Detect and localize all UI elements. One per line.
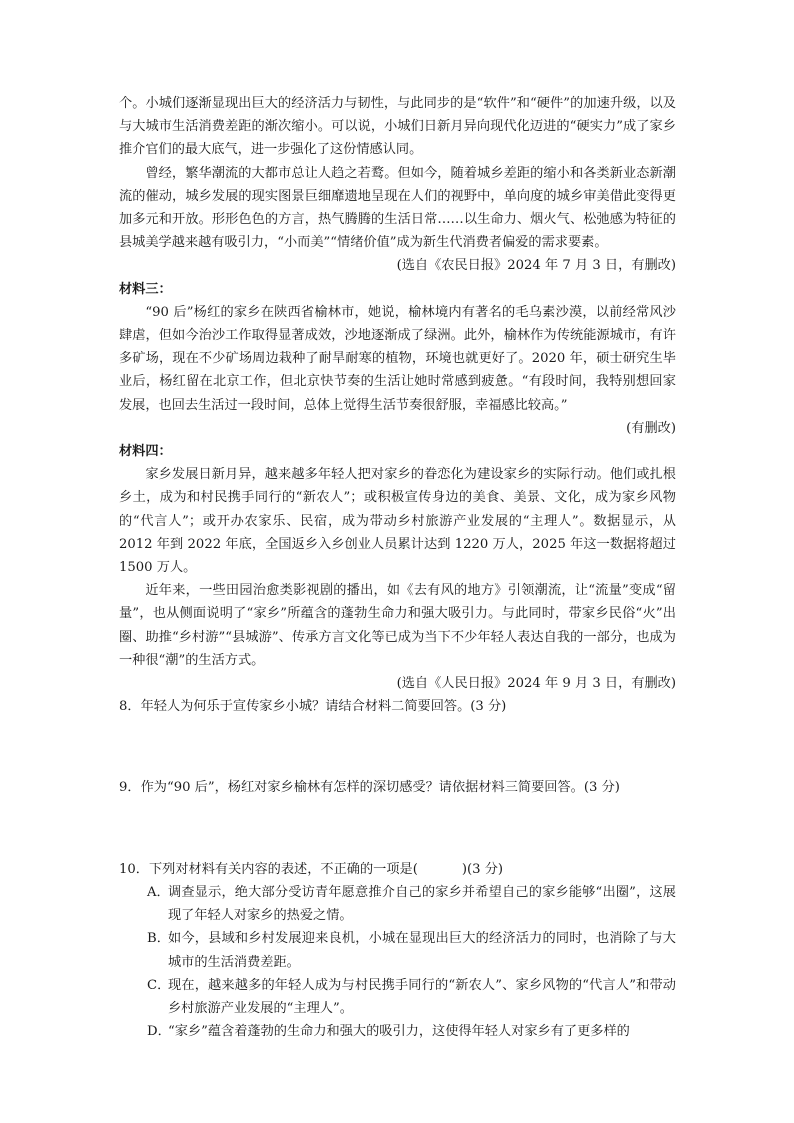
question-9: 9．作为“90 后”，杨红对家乡榆林有怎样的深切感受？请依据材料三简要回答。(3 分) [119, 780, 620, 796]
material3-heading: 材料三： [119, 281, 172, 297]
option-text: 现在，越来越多的年轻人成为与村民携手同行的“新农人”、家乡风物的“代言人”和带动乡村旅游产业发展的“主理人”。 [168, 977, 676, 1016]
question-10 [119, 858, 676, 881]
option-b [147, 927, 676, 973]
answer-space-9 [119, 800, 676, 858]
question-8: 8．年轻人为何乐于宣传家乡小城？请结合材料二简要回答。(3 分) [119, 699, 507, 715]
option-a [147, 881, 676, 927]
option-text: 调查显示，绝大部分受访青年愿意推介自己的家乡并希望自己的家乡能够“出圈”，这展现了年轻人对家乡的热爱之情。 [168, 884, 676, 924]
answer-space-8 [119, 718, 676, 776]
document-page [119, 92, 676, 1043]
option-letter: D． [147, 1024, 171, 1040]
material4-source: (选自《人民日报》2024 年 9 月 3 日，有删改) [396, 676, 676, 692]
question-10-suffix: )(3 分) [461, 861, 504, 877]
option-text: 如今，县域和乡村发展迎来良机，小城在显现出巨大的经济活力的同时，也消除了与大城市的生活消费差距。 [168, 931, 676, 970]
question-10-options [147, 881, 676, 1043]
option-d [147, 1020, 676, 1043]
material2-paragraph-1: 个。小城们逐渐显现出巨大的经济活力与韧性，与此同步的是“软件”和“硬件”的加速升级，以及与大城市生活消费差距的渐次缩小。可以说，小城们日新月异向现代化迈进的“硬实力”成了家乡推介官们的最大底气，进一步强化了这份情感认同。 [119, 96, 676, 158]
option-letter: B． [147, 931, 170, 947]
material3-paragraph-1: “90 后”杨红的家乡在陕西省榆林市，她说，榆林境内有著名的毛乌素沙漠，以前经常风沙肆虐，但如今治沙工作取得显著成效，沙地逐渐成了绿洲。此外，榆林作为传统能源城市，有许多矿场，现在不少矿场周边栽种了耐旱耐寒的植物，环境也就更好了。2020 年，硕士研究生毕业后，杨红留在北京工作，但北京快节奏的生活让她时常感到疲惫。“有段时间，我特别想回家发展，也回去生活过一段时间，总体上觉得生活节奏很舒服，幸福感比较高。” [119, 304, 676, 413]
question-10-prefix: 10．下列对材料有关内容的表述，不正确的一项是( [119, 861, 418, 877]
option-letter: A． [147, 884, 170, 900]
material3-source: (有删改) [626, 420, 676, 436]
option-c [147, 974, 676, 1020]
material4-heading: 材料四： [119, 444, 172, 460]
material4-paragraph-2: 近年来，一些田园治愈类影视剧的播出，如《去有风的地方》引领潮流，让“流量”变成“留量”，也从侧面说明了“家乡”所蕴含的蓬勃生命力和强大吸引力。与此同时，带家乡民俗“火”出圈、助推“乡村游”“县城游”、传承方言文化等已成为当下不少年轻人表达自我的一部分，也成为一种很“潮”的生活方式。 [119, 583, 676, 668]
option-text: “家乡”蕴含着蓬勃的生命力和强大的吸引力，这使得年轻人对家乡有了更多样的 [168, 1024, 630, 1040]
material2-source: (选自《农民日报》2024 年 7 月 3 日，有删改) [396, 258, 676, 274]
option-letter: C． [147, 977, 171, 993]
material4-paragraph-1: 家乡发展日新月异，越来越多年轻人把对家乡的眷恋化为建设家乡的实际行动。他们或扎根乡土，成为和村民携手同行的“新农人”；或积极宣传身边的美食、美景、文化，成为家乡风物的“代言人”；或开办农家乐、民宿，成为带动乡村旅游产业发展的“主理人”。数据显示，从 2012 年到 2022 年底，全国返乡入乡创业人员累计达到 1220 万人，2025 年这一数据将超过 1500 万人。 [119, 467, 676, 576]
material2-paragraph-2: 曾经，繁华潮流的大都市总让人趋之若鹜。但如今，随着城乡差距的缩小和各类新业态新潮流的催动，城乡发展的现实图景巨细靡遗地呈现在人们的视野中，单向度的城乡审美借此变得更加多元和开放。形形色色的方言，热气腾腾的生活日常……以生命力、烟火气、松弛感为特征的县城美学越来越有吸引力，“小而美”“情绪价值”成为新生代消费者偏爱的需求要素。 [119, 165, 676, 251]
